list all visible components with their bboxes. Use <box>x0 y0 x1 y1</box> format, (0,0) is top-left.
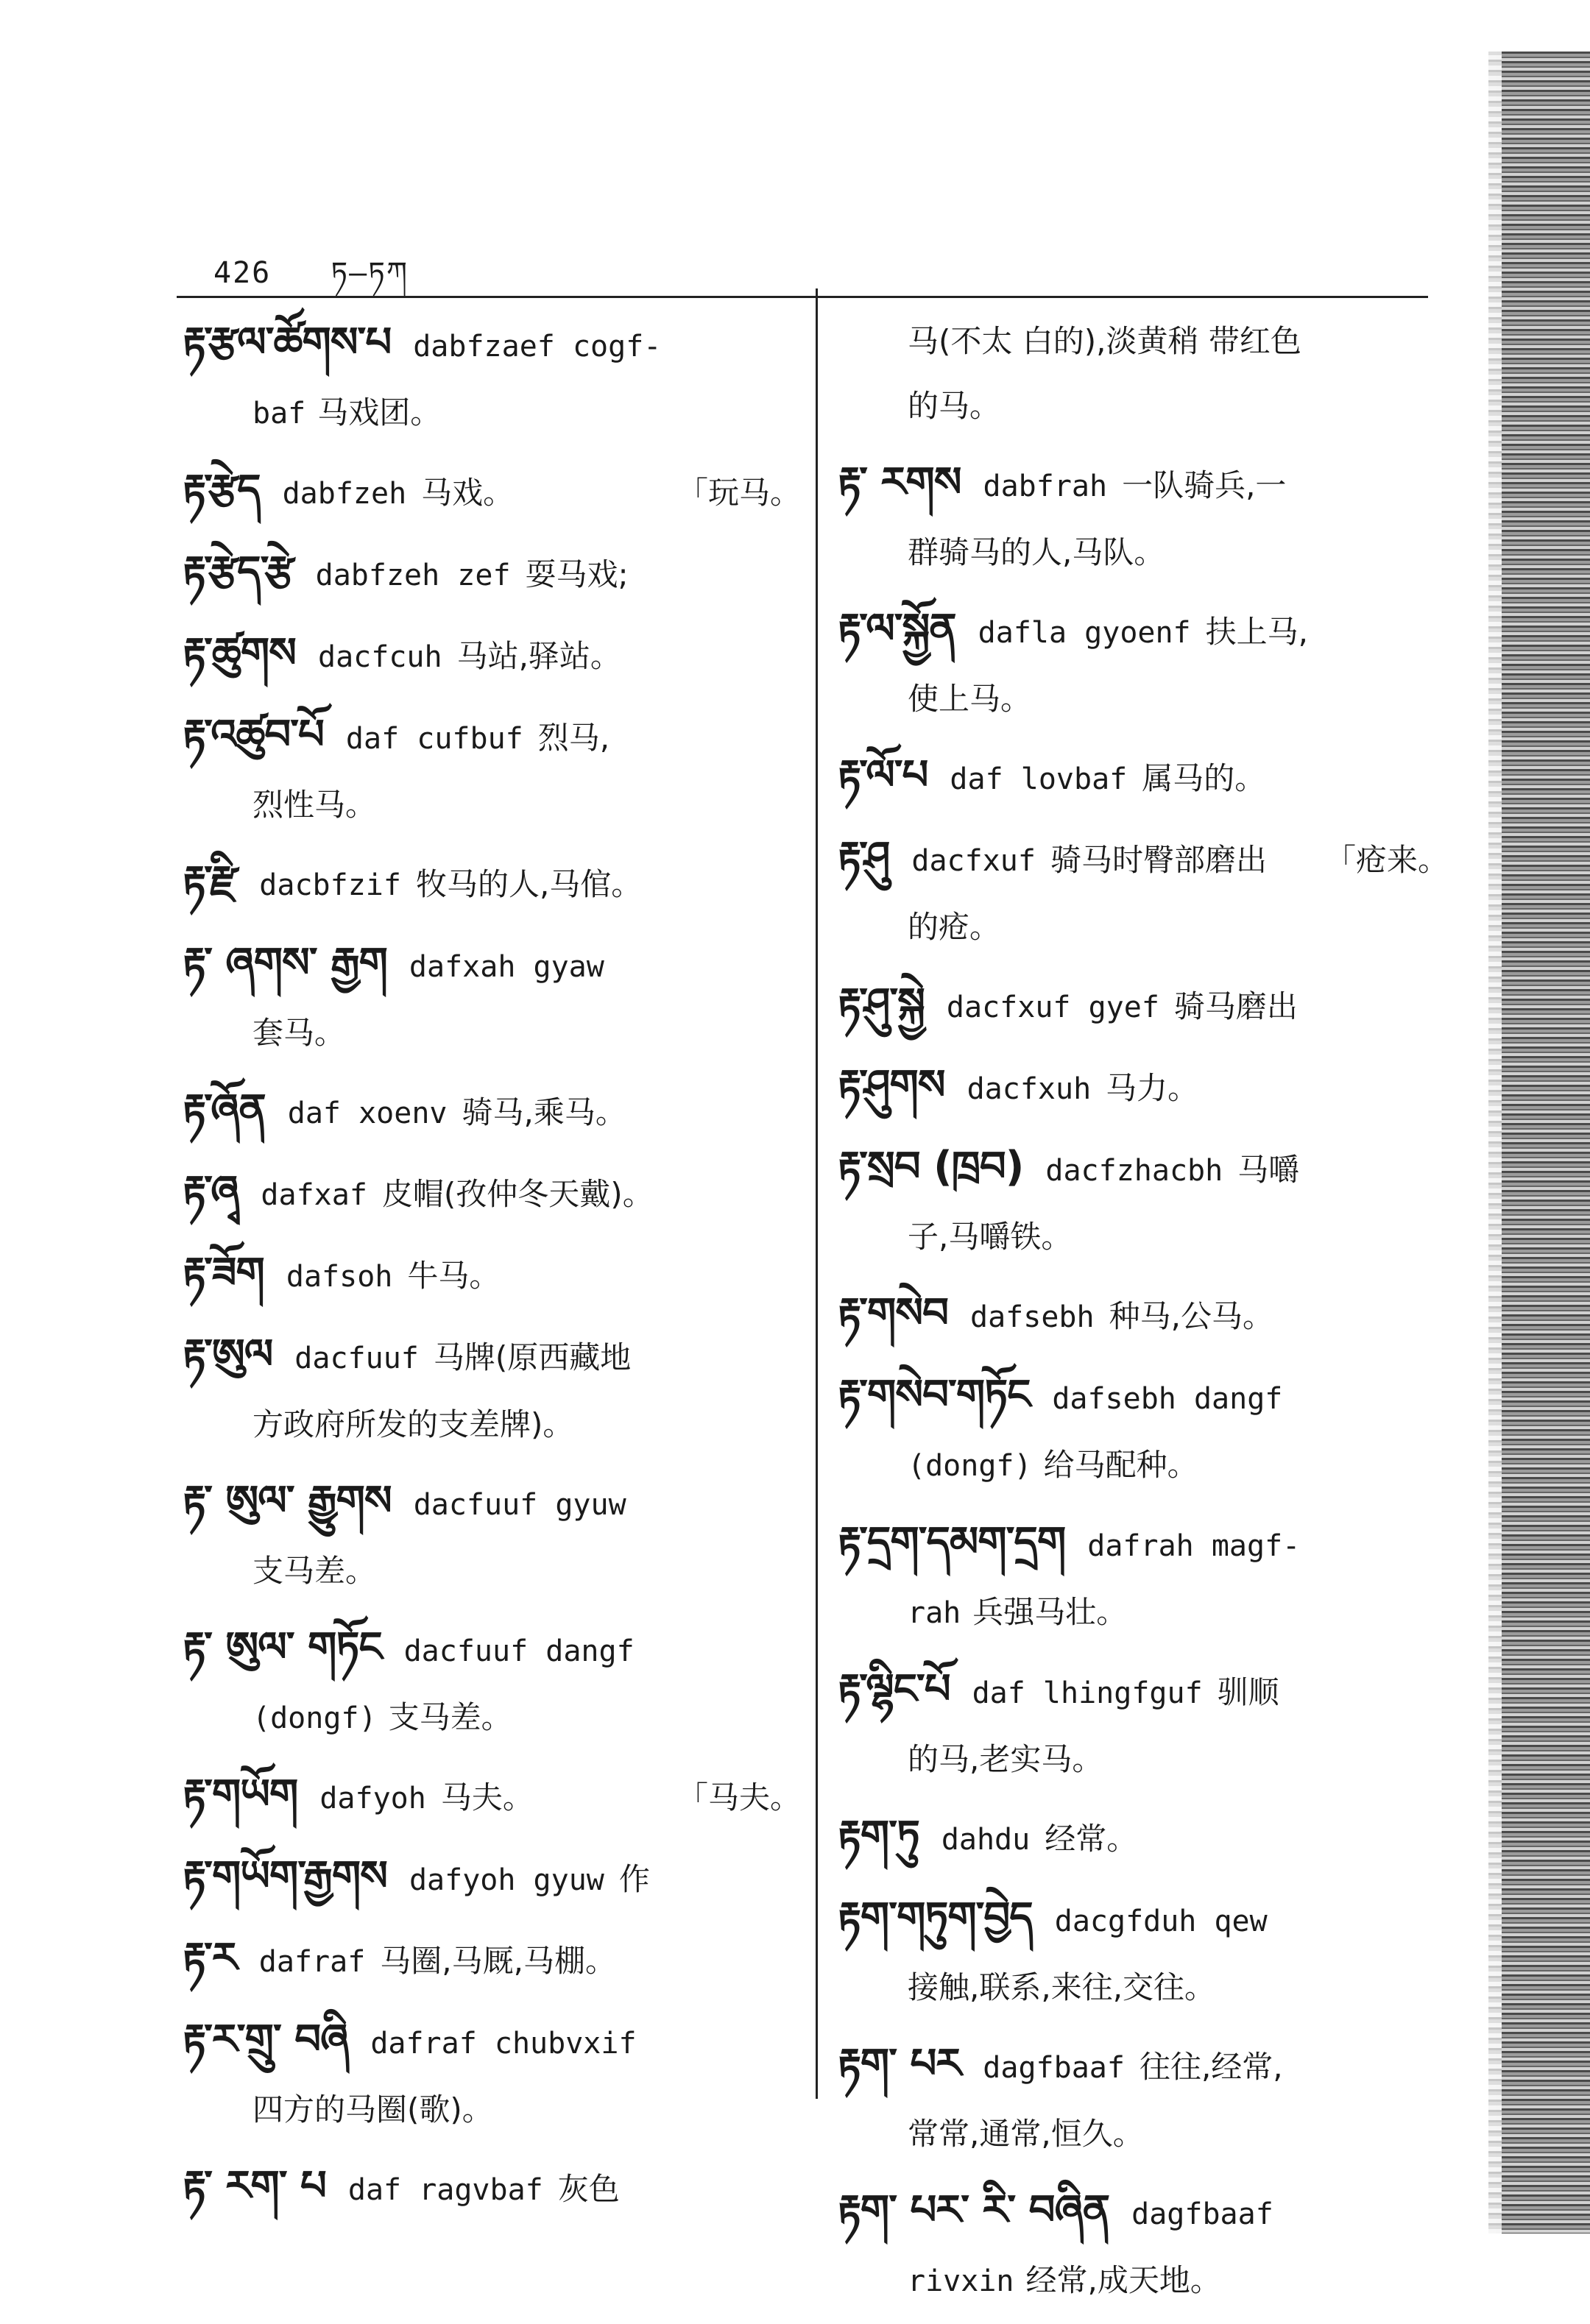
entry-headline <box>838 2030 1449 2102</box>
entry-headline <box>838 2177 1449 2248</box>
dictionary-entry <box>838 1361 1449 1498</box>
romanization: dabfzaef cogf- <box>413 330 662 364</box>
tibetan-headword: རྟ་རྩེད་རྩེ <box>183 548 294 595</box>
tibetan-headword: རྟ་ ཨུལ་ གཏོང <box>183 1623 382 1671</box>
entry-headline <box>183 538 801 609</box>
romanization-continued: rivxin <box>908 2264 1014 2298</box>
romanization: daf xoenv <box>287 1097 448 1130</box>
tibetan-headword: རྟ་གསེབ་གཏོང <box>838 1371 1031 1419</box>
romanization: dafla gyoenf <box>978 616 1191 650</box>
column-divider <box>816 288 818 2099</box>
entry-continuation <box>838 1727 1449 1792</box>
romanization: dacgfduh qew <box>1054 1905 1268 1938</box>
tibetan-headword: རྟ་རྫི <box>183 857 238 905</box>
tibetan-headword: རྟ་རྩེད <box>183 466 261 514</box>
tibetan-headword: རྟ་ཟོག <box>183 1249 264 1297</box>
tibetan-headword: རྟ་རྩལ་ཚོགས་པ <box>183 319 392 366</box>
dictionary-entry <box>183 1614 801 1751</box>
gloss: 经常。 <box>1045 1821 1138 1857</box>
romanization: daf ragvbaf <box>347 2173 543 2207</box>
dictionary-entry <box>183 1239 801 1311</box>
dictionary-entry <box>838 1656 1449 1792</box>
margin-note: 「玩马。 <box>676 475 801 511</box>
tibetan-headword: རྟ་ར་གྲུ་ བཞི <box>183 2016 349 2063</box>
tibetan-headword: རྟ་ལ་སྐྱོན <box>838 605 956 653</box>
romanization-continued: (dongf) <box>252 1701 377 1735</box>
romanization: dacfuuf dangf <box>403 1634 635 1668</box>
romanization: dacfxuf gyef <box>946 991 1159 1024</box>
gloss: 骑马磨出 <box>1173 988 1298 1024</box>
romanization: dagfbaaf <box>983 2051 1125 2085</box>
entry-headline <box>183 620 801 691</box>
entry-continuation <box>838 1205 1449 1269</box>
gloss: 灰色 <box>557 2171 620 2207</box>
gloss-continued: 烈性马。 <box>252 787 377 823</box>
entry-headline <box>183 1924 801 1996</box>
entry-headline <box>838 1884 1449 1955</box>
entry-headline <box>183 1321 801 1392</box>
entry-headline <box>183 456 801 528</box>
left-column <box>183 309 801 2234</box>
tibetan-headword: རྟ་གཡོག <box>183 1771 298 1818</box>
dictionary-entry <box>838 1509 1449 1645</box>
entry-headline <box>838 1133 1449 1205</box>
gloss-continued: 常常,通常,恒久。 <box>908 2116 1144 2152</box>
dictionary-entry <box>838 823 1449 960</box>
entry-continuation <box>838 520 1449 585</box>
romanization: dafraf chubvxif <box>370 2027 637 2061</box>
entry-headline <box>183 2006 801 2077</box>
romanization: dacfxuh <box>967 1072 1092 1106</box>
dictionary-entry <box>838 1133 1449 1269</box>
tibetan-headword: རྟ་ཞྭ <box>183 1167 239 1215</box>
entry-headline <box>838 1280 1449 1351</box>
romanization: daf lhingfguf <box>972 1676 1203 1710</box>
romanization: dabfzeh zef <box>315 559 511 592</box>
romanization: dafyoh <box>319 1782 426 1815</box>
romanization: dacfzhacbh <box>1045 1154 1223 1188</box>
gloss: 马牌(原西藏地 <box>433 1339 632 1375</box>
entry-continuation <box>838 667 1449 731</box>
dictionary-entry <box>838 1052 1449 1123</box>
gloss-continued: 给马配种。 <box>1043 1447 1198 1483</box>
dictionary-entry <box>838 742 1449 813</box>
header-rule <box>177 296 1428 298</box>
gloss: 骑马时臀部磨出 <box>1050 842 1267 878</box>
romanization: dafxah gyaw <box>409 950 604 984</box>
dictionary-entry <box>183 1158 801 1229</box>
gloss-continued: 群骑马的人,马队。 <box>908 534 1165 570</box>
romanization: dafsoh <box>286 1260 393 1294</box>
entry-continuation <box>838 1955 1449 2020</box>
tibetan-headword: རྟ་ལྷིང་པོ <box>838 1665 950 1713</box>
romanization: daf lovbaf <box>950 762 1128 796</box>
gloss: 种马,公马。 <box>1109 1298 1273 1334</box>
gloss: 牧马的人,马倌。 <box>415 866 643 902</box>
dictionary-entry <box>183 2153 801 2224</box>
right-column <box>838 309 1449 2324</box>
dictionary-entry <box>838 595 1449 731</box>
section-indicator: ཏ–ཏཀ <box>331 256 409 290</box>
dictionary-entry <box>183 929 801 1066</box>
dictionary-entry <box>838 2177 1449 2314</box>
dictionary-entry <box>183 848 801 919</box>
romanization: daf cufbuf <box>345 722 523 756</box>
entry-headline <box>838 1656 1449 1727</box>
romanization-continued: baf <box>252 397 306 431</box>
dictionary-entry <box>838 1280 1449 1351</box>
entry-continuation <box>183 1392 801 1457</box>
tibetan-headword: རྟ་ ཨུལ་ རྒྱུགས <box>183 1477 392 1525</box>
gloss-continued: 马(不太 白的),淡黄稍 带红色 <box>908 323 1301 359</box>
tibetan-headword: རྟ་ ཞགས་ རྒྱག <box>183 939 387 987</box>
gloss: 皮帽(孜仲冬天戴)。 <box>381 1176 654 1212</box>
entry-continuation <box>838 2102 1449 2167</box>
tibetan-headword: རྟ་ཞོན <box>183 1085 266 1133</box>
romanization: dacfuuf <box>294 1342 419 1375</box>
entry-headline <box>183 1467 801 1539</box>
gloss-continued: 套马。 <box>252 1015 346 1051</box>
gloss: 骑马,乘马。 <box>462 1094 626 1130</box>
gloss: 马戏。 <box>421 475 515 511</box>
gloss: 往往,经常, <box>1139 2049 1283 2085</box>
gloss-continued: 经常,成天地。 <box>1025 2262 1221 2298</box>
romanization: dafrah magf- <box>1087 1529 1301 1563</box>
entry-headline <box>838 1052 1449 1123</box>
entry-continuation <box>838 2248 1449 2314</box>
entry-headline <box>183 848 801 919</box>
romanization: dacfxuf <box>911 844 1036 878</box>
dictionary-entry <box>838 2030 1449 2167</box>
gloss: 马力。 <box>1106 1070 1199 1106</box>
tibetan-headword: རྟ་དྲག་དམག་དྲག <box>838 1518 1066 1566</box>
tibetan-headword: རྟ་ རགས <box>838 458 961 506</box>
book-page-edge <box>1502 52 1590 2233</box>
entry-continuation <box>838 895 1449 960</box>
dictionary-entry <box>183 701 801 837</box>
romanization: dafsebh <box>970 1300 1095 1334</box>
dictionary-entry <box>183 1076 801 1147</box>
tibetan-headword: རྟག་ཏུ <box>838 1812 919 1860</box>
tibetan-headword: རྟ་གཡོག་རྒྱགས <box>183 1852 387 1900</box>
entry-headline <box>183 1614 801 1685</box>
entry-continuation <box>183 773 801 837</box>
entry-continuation <box>838 1580 1449 1645</box>
gloss: 一队骑兵,一 <box>1122 467 1287 503</box>
romanization: dahdu <box>941 1823 1031 1857</box>
gloss-continued: 子,马嚼铁。 <box>908 1219 1073 1255</box>
romanization: dafsebh dangf <box>1052 1382 1283 1416</box>
entry-headline <box>838 970 1449 1041</box>
entry-headline <box>183 1239 801 1311</box>
dictionary-entry <box>183 456 801 528</box>
dictionary-entry <box>838 1802 1449 1874</box>
romanization: dabfrah <box>983 470 1108 503</box>
tibetan-headword: རྟ་ཤུ་སྐྱེ <box>838 979 925 1027</box>
dictionary-entry <box>838 1884 1449 2020</box>
romanization: dabfzeh <box>282 477 407 511</box>
entry-continuation <box>183 1539 801 1604</box>
entry-continuation <box>183 380 801 446</box>
tibetan-headword: རྟ་ཚུགས <box>183 629 296 677</box>
romanization-continued: (dongf) <box>908 1449 1032 1483</box>
romanization: dafraf <box>258 1945 366 1979</box>
entry-continuation <box>838 1433 1449 1498</box>
dictionary-entry <box>183 1761 801 1832</box>
tibetan-headword: རྟག་ པར་ རི་ བཞིན <box>838 2186 1110 2234</box>
gloss-continued: 方政府所发的支差牌)。 <box>252 1406 574 1442</box>
romanization: dacfcuh <box>317 640 442 674</box>
gloss: 驯顺 <box>1217 1674 1279 1710</box>
entry-headline <box>838 742 1449 813</box>
tibetan-headword: རྟ་སྲབ (ཁྲབ) <box>838 1143 1024 1191</box>
dictionary-entry <box>838 970 1449 1041</box>
gloss-continued: 接触,联系,来往,交往。 <box>908 1969 1216 2005</box>
dictionary-entry <box>183 1843 801 1914</box>
romanization: dagfbaaf <box>1131 2197 1273 2231</box>
entry-continuation <box>183 1001 801 1066</box>
dictionary-entry <box>183 2006 801 2142</box>
gloss-continued: 马戏团。 <box>317 394 442 431</box>
entry-headline <box>183 2153 801 2224</box>
tibetan-headword: རྟག་གཏུག་བྱེད <box>838 1893 1033 1941</box>
gloss: 扶上马, <box>1205 614 1308 650</box>
gloss: 耍马戏; <box>525 556 629 592</box>
gloss-continued: 支马差。 <box>252 1553 377 1589</box>
gloss: 作 <box>618 1861 650 1897</box>
dictionary-entry <box>183 309 801 446</box>
gloss: 马站,驿站。 <box>456 638 621 674</box>
entry-headline <box>183 309 801 380</box>
entry-headline <box>183 1761 801 1832</box>
entry-continuation <box>183 2077 801 2142</box>
gloss: 马圈,马厩,马棚。 <box>380 1943 616 1979</box>
gloss: 牛马。 <box>407 1258 501 1294</box>
entry-headline <box>183 929 801 1001</box>
gloss-continued: 使上马。 <box>908 681 1032 717</box>
tibetan-headword: རྟ་འཚུབ་པོ <box>183 711 324 759</box>
gloss: 烈马, <box>537 720 610 756</box>
dictionary-entry <box>183 620 801 691</box>
entry-headline <box>838 449 1449 520</box>
margin-note: 「马夫。 <box>676 1779 801 1815</box>
gloss: 马嚼 <box>1237 1152 1300 1188</box>
gloss: 属马的。 <box>1142 760 1266 796</box>
entry-headline <box>183 1843 801 1914</box>
entry-headline <box>183 1158 801 1229</box>
entry-headline <box>183 1076 801 1147</box>
entry-headline <box>838 1802 1449 1874</box>
entry-continuation: 的马。 <box>908 388 1001 424</box>
gloss-continued: 四方的马圈(歌)。 <box>252 2091 493 2128</box>
tibetan-headword: རྟ་ར <box>183 1934 237 1982</box>
dictionary-entry <box>183 1924 801 1996</box>
tibetan-headword: རྟག་ པར <box>838 2040 961 2088</box>
romanization: dafyoh gyuw <box>409 1863 604 1897</box>
dictionary-entry <box>183 538 801 609</box>
tibetan-headword: རྟ་ རག་ པ <box>183 2162 326 2210</box>
tibetan-headword: རྟ་ཨུལ <box>183 1331 273 1378</box>
dictionary-entry <box>183 1321 801 1457</box>
entry-continuation <box>183 1685 801 1751</box>
tibetan-headword: རྟ་ཤུགས <box>838 1061 945 1109</box>
entry-headline <box>838 1361 1449 1433</box>
margin-note: 「疮来。 <box>1324 842 1449 878</box>
gloss-continued: 兵强马壮。 <box>972 1594 1128 1630</box>
gloss-continued: 的疮。 <box>908 909 1001 945</box>
dictionary-entry <box>183 1467 801 1604</box>
entry-continuation <box>838 309 1449 374</box>
tibetan-headword: རྟ་གསེབ <box>838 1289 949 1337</box>
dictionary-entry <box>838 309 1449 439</box>
page-number: 426 <box>213 256 272 290</box>
dictionary-entry <box>838 449 1449 585</box>
entry-headline <box>838 823 1449 895</box>
tibetan-headword: རྟ་ཤུ <box>838 833 890 881</box>
romanization: dacfuuf gyuw <box>413 1488 626 1522</box>
gloss-continued: 的马,老实马。 <box>908 1741 1103 1777</box>
entry-headline <box>183 701 801 773</box>
gloss-continued: 支马差。 <box>388 1699 512 1735</box>
entry-headline <box>838 1509 1449 1580</box>
romanization: dafxaf <box>261 1178 367 1212</box>
tibetan-headword: རྟ་ལོ་པ <box>838 751 928 799</box>
entry-headline <box>838 595 1449 667</box>
gloss: 马夫。 <box>440 1779 534 1815</box>
romanization-continued: rah <box>908 1596 961 1630</box>
romanization: dacbfzif <box>259 868 401 902</box>
